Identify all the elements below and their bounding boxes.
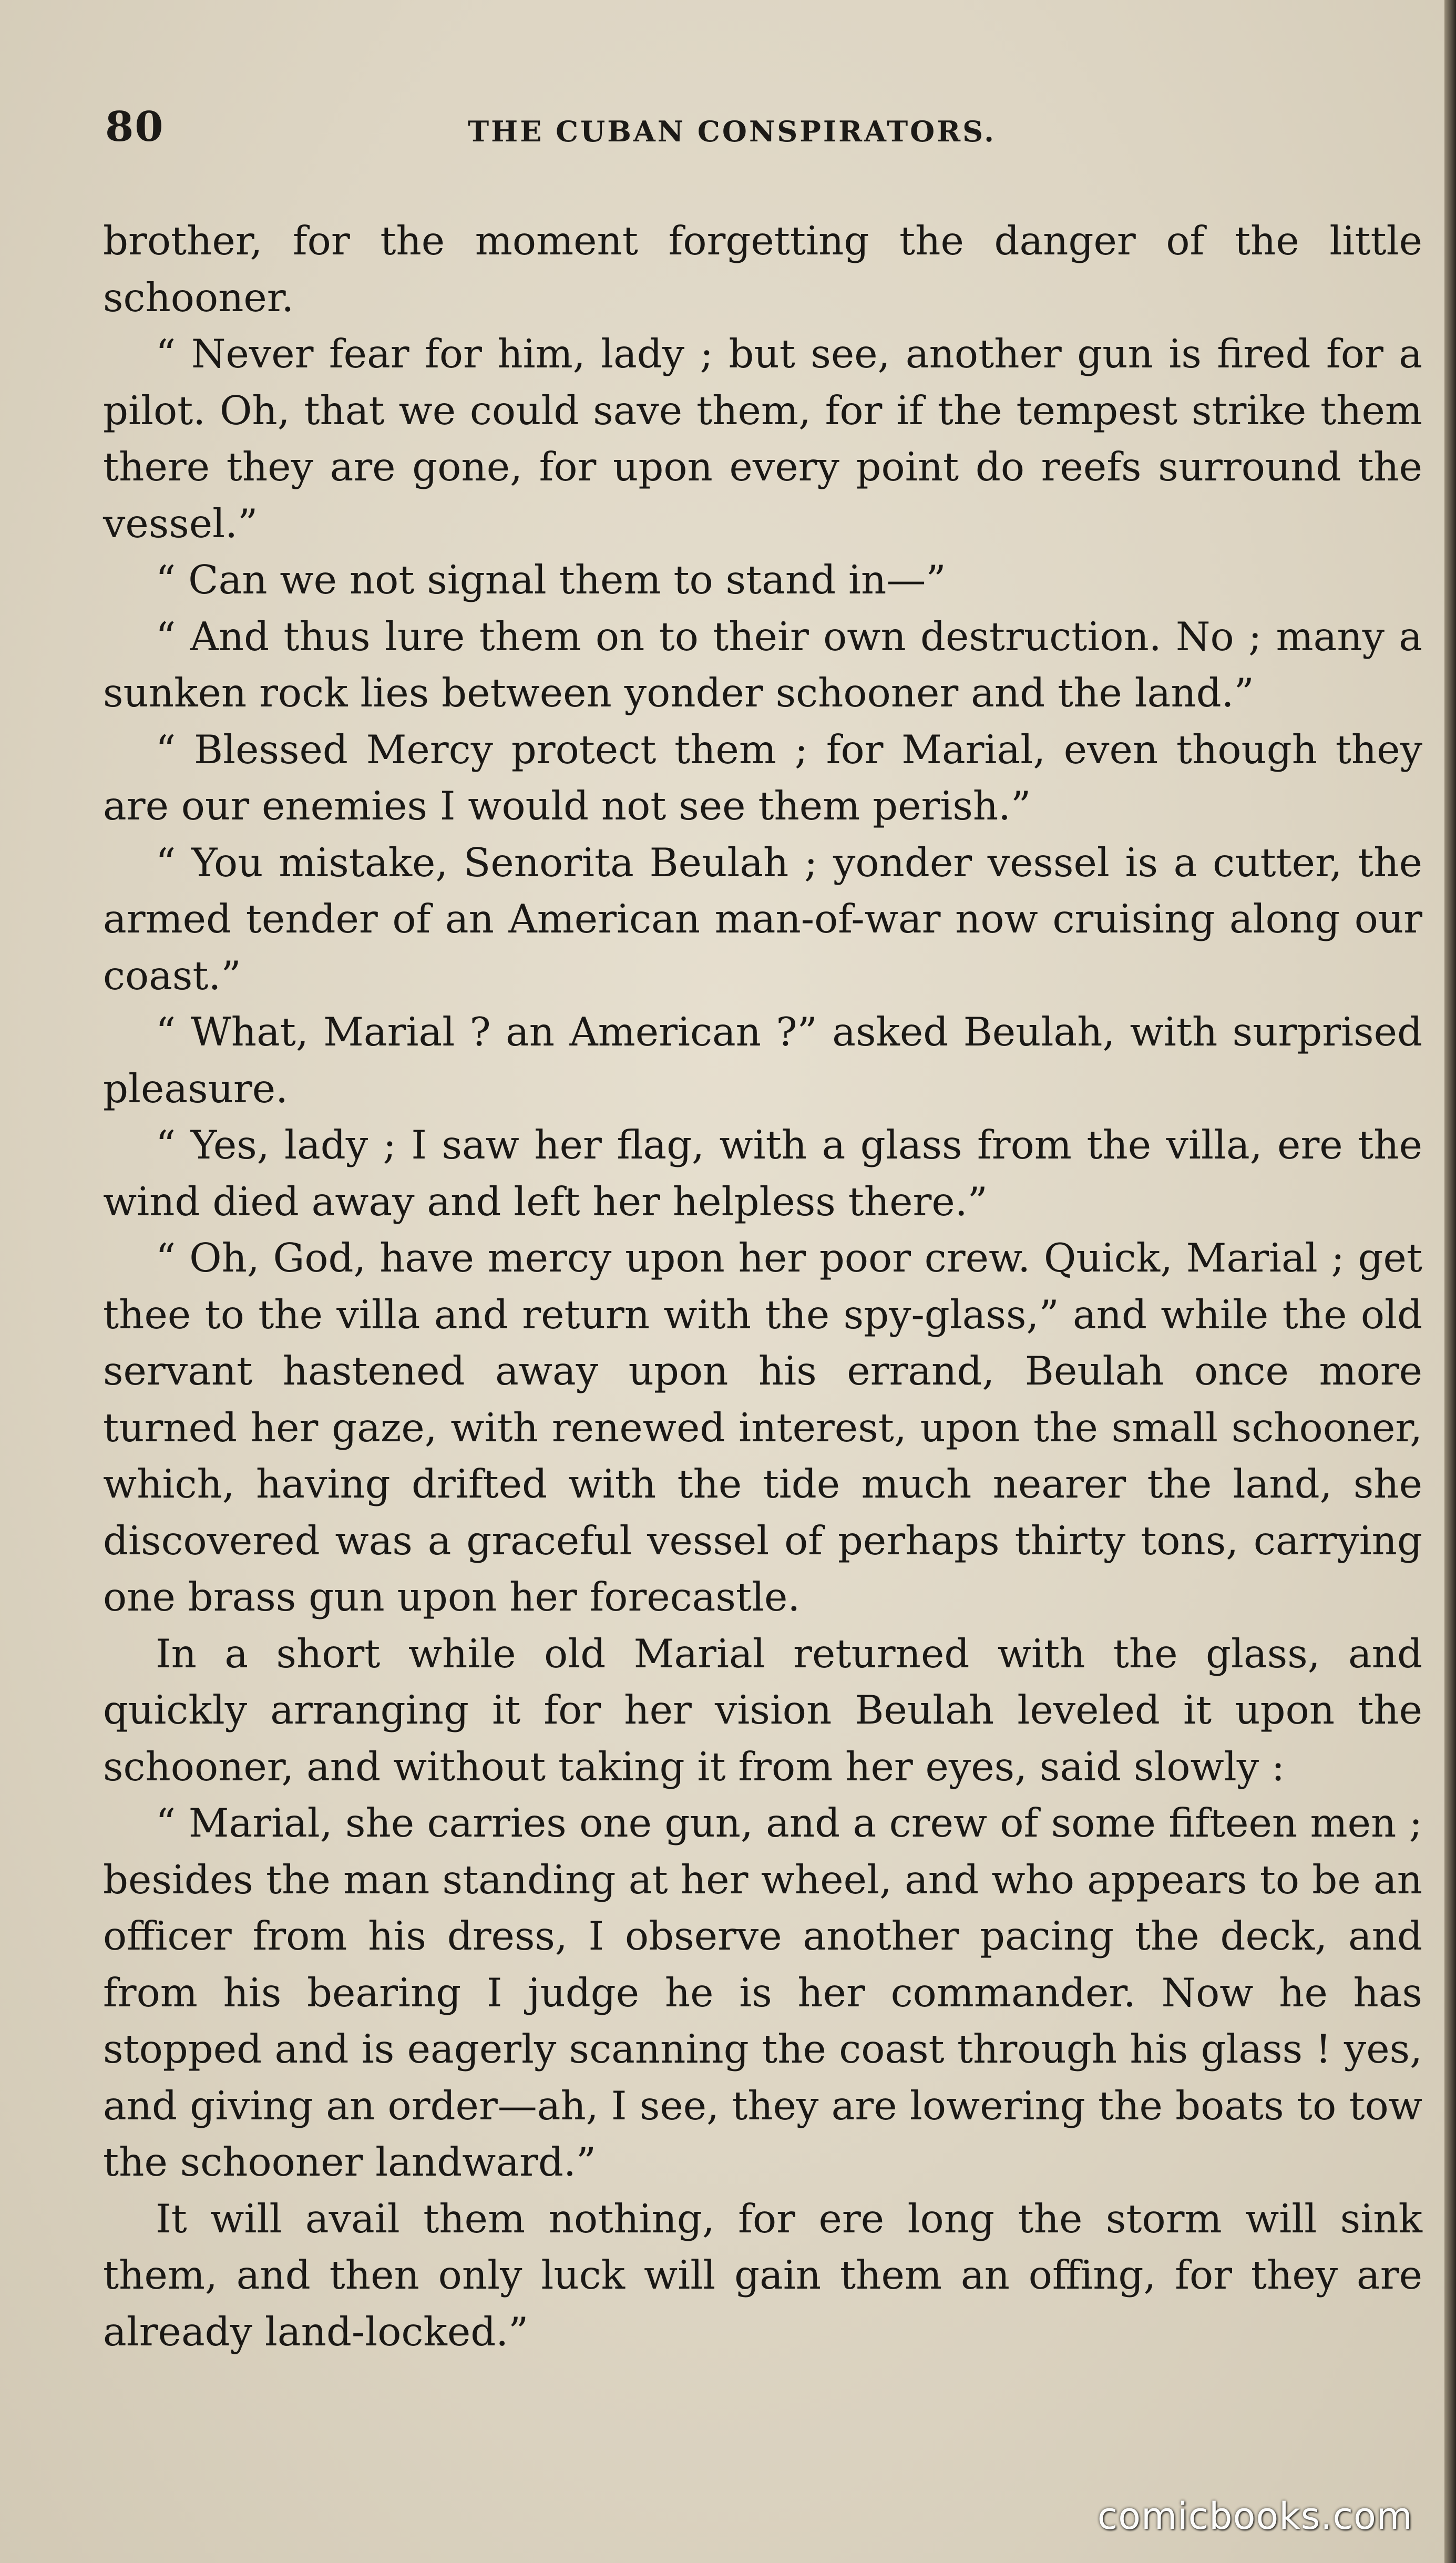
paragraph: “ What, Marial ? an American ?” asked Beulah, with surprised pleasure. [103,1009,1422,1112]
paragraph: brother, for the moment forgetting the danger of the little schooner. [103,218,1422,321]
paragraph: “ Blessed Mercy protect them ; for Marial, even though they are our enemies I would not see them perish.” [103,726,1422,829]
body-text [103,213,1422,2360]
page-header [105,103,1419,161]
paragraph: “ And thus lure them on to their own destruction. No ; many a sunken rock lies between yonder schooner and the land.” [103,613,1422,716]
paragraph: “ Marial, she carries one gun, and a crew of some fifteen men ; besides the man standing at her wheel, and who appears to be an officer from his dress, I observe another pacing the deck, and from his bearing I judge he is her commander. Now he has stopped and is eagerly scanning the coast through his glass ! yes, and giving an order—ah, I see, they are lowering the boats to tow the schooner landward.” [103,1800,1422,2185]
paragraph: “ Can we not signal them to stand in—” [156,557,946,603]
paragraph: “ Never fear for him, lady ; but see, another gun is fired for a pilot. Oh, that we could save them, for if the tempest strike them there they are gone, for upon every point do reefs surround the vessel.” [103,331,1422,547]
page-edge-shadow [1444,0,1456,2563]
page-number: 80 [105,103,165,151]
paragraph: “ Yes, lady ; I saw her flag, with a glass from the villa, ere the wind died away and left her helpless there.” [103,1122,1422,1225]
paragraph: In a short while old Marial returned with the glass, and quickly arranging it for her vision Beulah leveled it upon the schooner, and without taking it from her eyes, said slowly : [103,1630,1422,1790]
paragraph: It will avail them nothing, for ere long the storm will sink them, and then only luck will gain them an offing, for they are already land-locked.” [103,2195,1422,2355]
paragraph: “ Oh, God, have mercy upon her poor crew. Quick, Marial ; get thee to the villa and return with the spy-glass,” and while the old servant hastened away upon his errand, Beulah once more turned her gaze, with renewed interest, upon the small schooner, which, having drifted with the tide much nearer the land, she discovered was a graceful vessel of perhaps thirty tons, carrying one brass gun upon her forecastle. [103,1235,1422,1620]
watermark: comicbooks.com [1097,2495,1413,2538]
paragraph: “ You mistake, Senorita Beulah ; yonder vessel is a cutter, the armed tender of an American man-of-war now cruising along our coast.” [103,839,1422,999]
running-title: THE CUBAN CONSPIRATORS. [468,115,996,148]
